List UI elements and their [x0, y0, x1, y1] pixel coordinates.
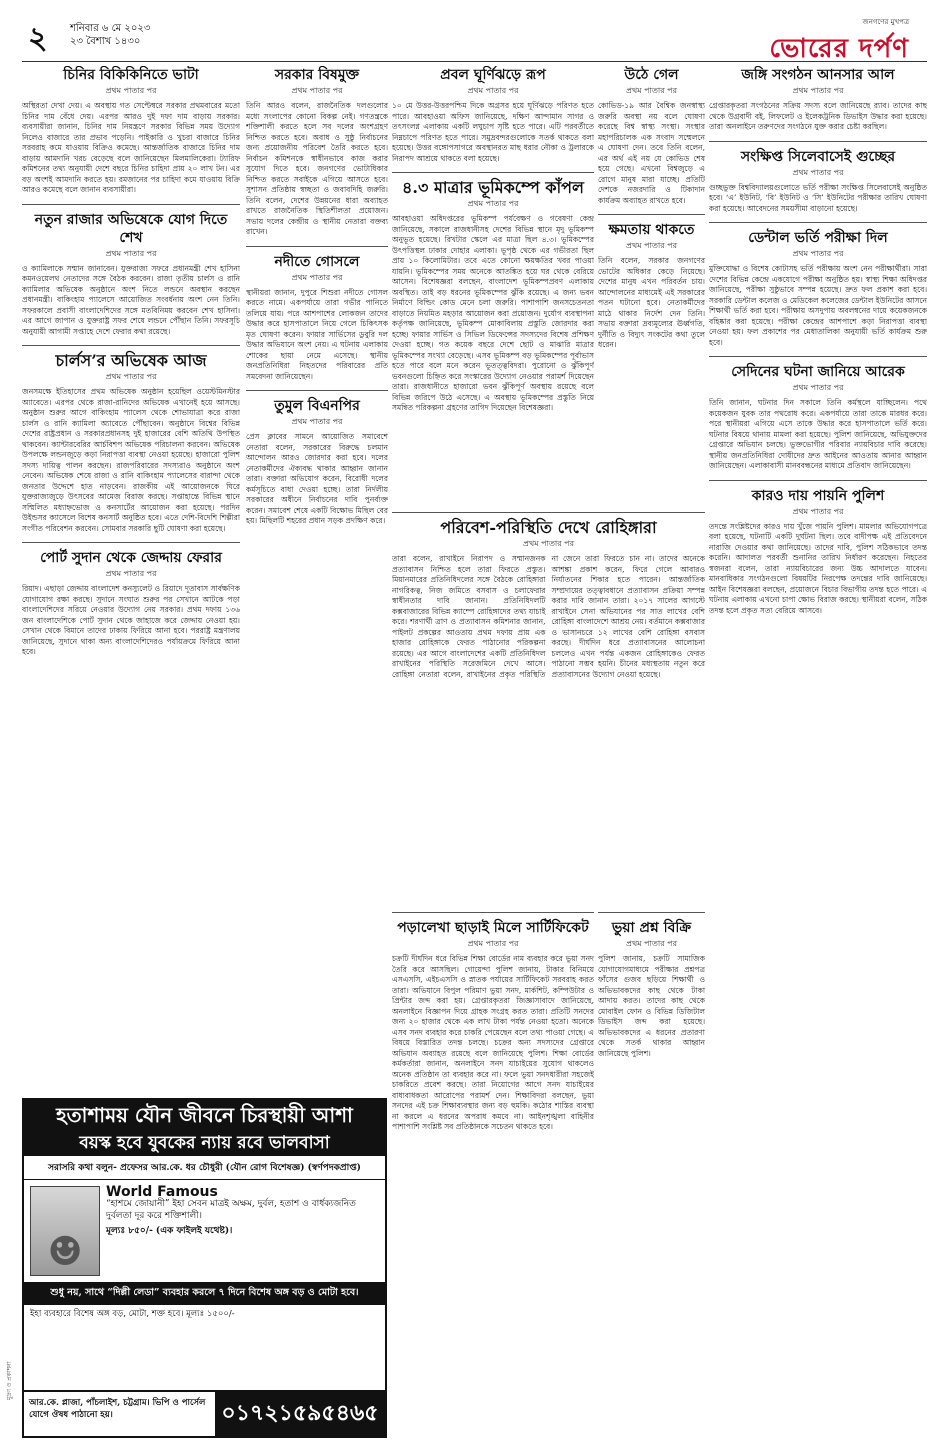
divider: [598, 214, 705, 215]
story-body: চক্রটি দীর্ঘদিন ধরে বিভিন্ন শিক্ষা বোর্ডের নাম ব্যবহার করে ভুয়া সনদ তৈরি করে আসছিল। গোয়েন্দা পুলিশ জানায়, টাকার বিনিময়ে এসএসসি, এইচএসসি ও স্নাতক পর্যায়ের সার্টিফিকেট সরবরাহ করত তারা। অভিযানে বিপুল পরিমাণ ভুয়া সনদ, মার্কশিট, কম্পিউটার ও প্রিন্টার জব্দ করা হয়। গ্রেপ্তারকৃতরা জিজ্ঞাসাবাদে জানিয়েছে, অনলাইনে বিজ্ঞাপন দিয়ে গ্রাহক সংগ্রহ করত তারা। প্রতিটি সনদের জন্য ২০ হাজার থেকে এক লাখ টাকা পর্যন্ত নেওয়া হতো। অনেকে এসব সনদ ব্যবহার করে চাকরি পেয়েছেন বলে তথ্য পাওয়া গেছে। এ বিষয়ে বিস্তারিত তদন্ত চলছে। চক্রের অন্য সদস্যদের গ্রেপ্তারে অভিযান অব্যাহত রয়েছে বলে জানিয়েছে পুলিশ। শিক্ষা বোর্ডের কর্মকর্তারা জানান, অনলাইনে সনদ যাচাইয়ের সুযোগ থাকলেও অনেক প্রতিষ্ঠান তা ব্যবহার করে না। ফলে ভুয়া সনদধারীরা সহজেই চাকরিতে প্রবেশ করছে। তারা নিয়োগের আগে সনদ যাচাইয়ের বাধ্যবাধকতা আরোপের পরামর্শ দেন। শিক্ষাবিদরা বলছেন, ভুয়া সনদের এই চক্র শিক্ষাব্যবস্থার জন্য বড় হুমকি। কঠোর শাস্তির ব্যবস্থা না করলে এ ধরনের অপরাধ কমবে না। আইনশৃঙ্খলা বাহিনীর পাশাপাশি সংশ্লিষ্ট সব প্রতিষ্ঠানকে সচেতন থাকতে হবে।: [392, 954, 594, 1131]
story-body: আবহাওয়া অধিদপ্তরের ভূমিকম্প পর্যবেক্ষণ ও গবেষণা কেন্দ্র জানিয়েছে, সকালে রাজধানীসহ দেশের বিভিন্ন স্থানে মৃদু ভূমিকম্প অনুভূত হয়েছে। রিখটার স্কেলে এর মাত্রা ছিল ৪.৩। ভূমিকম্পের উৎপত্তিস্থল ঢাকার দোহার এলাকা। ভূপৃষ্ঠ থেকে এর গভীরতা ছিল প্রায় ১০ কিলোমিটার। তবে এতে কোনো ক্ষয়ক্ষতির খবর পাওয়া যায়নি। ভূমিকম্পের সময় অনেকে আতঙ্কিত হয়ে ঘর থেকে বেরিয়ে আসেন। বিশেষজ্ঞরা বলছেন, বাংলাদেশ ভূমিকম্পপ্রবণ এলাকায় অবস্থিত। তাই বড় ধরনের ভূমিকম্পের ঝুঁকি রয়েছে। এ জন্য ভবন নির্মাণে বিল্ডিং কোড মেনে চলা জরুরি। পাশাপাশি জনসচেতনতা বাড়াতে নিয়মিত মহড়ার আয়োজন করা প্রয়োজন। দুর্যোগ ব্যবস্থাপনা কর্তৃপক্ষ জানিয়েছে, ভূমিকম্প মোকাবিলায় প্রস্তুতি জোরদার করা হচ্ছে। ফায়ার সার্ভিস ও সিভিল ডিফেন্সের সদস্যদের বিশেষ প্রশিক্ষণ দেওয়া হচ্ছে। গত কয়েক বছরে দেশে ছোট ও মাঝারি মাত্রার ভূমিকম্পের সংখ্যা বেড়েছে। এসব ভূমিকম্প বড় ভূমিকম্পের পূর্বাভাস হতে পারে বলে মনে করেন ভূতত্ত্ববিদরা। পুরোনো ও ঝুঁকিপূর্ণ ভবনগুলো চিহ্নিত করে সংস্কারের উদ্যোগ নেওয়ার পরামর্শ দিয়েছেন তারা। রাজধানীতে হাজারো ভবন ঝুঁকিপূর্ণ অবস্থায় রয়েছে বলে বিভিন্ন জরিপে উঠে এসেছে। এ অবস্থায় ভূমিকম্পের প্রস্তুতি নিয়ে সমন্বিত পরিকল্পনা গ্রহণের তাগিদ দিয়েছেন বিশেষজ্ঞরা।: [392, 214, 594, 412]
headline: ৪.৩ মাত্রার ভূমিকম্পে কাঁপল: [402, 178, 584, 197]
byline: প্রথম পাতার পর: [291, 86, 343, 95]
divider: [22, 345, 240, 346]
headline: ডেন্টাল ভর্তি পরীক্ষা দিল: [748, 230, 888, 246]
story-ghurni: [392, 66, 594, 164]
date-gregorian: শনিবার ৬ মে ২০২৩: [70, 23, 151, 34]
story-sarkar: [246, 66, 388, 238]
divider: [22, 542, 240, 543]
story-body: গুচ্ছভুক্ত বিশ্ববিদ্যালয়গুলোতে ভর্তি পরীক্ষা সংক্ষিপ্ত সিলেবাসেই অনুষ্ঠিত হবে। ‘এ’ ইউনিট, ‘বি’ ইউনিট ও ‘সি’ ইউনিটের পরীক্ষার তারিখ ঘোষণা করা হয়েছে। আবেদনের সময়সীমা বাড়ানো হয়েছে।: [709, 182, 927, 213]
story-bhuya: [598, 912, 705, 1442]
headline: পড়ালেখা ছাড়াই মিলে সার্টিফিকেট: [397, 920, 589, 936]
story-body: পুলিশ জানায়, চক্রটি সামাজিক যোগাযোগমাধ্যমে পরীক্ষার প্রশ্নপত্র ফাঁসের গুজব ছড়িয়ে শিক্ষার্থী ও অভিভাবকদের কাছ থেকে টাকা আদায় করত। তাদের কাছ থেকে মোবাইল ফোন ও বিভিন্ন ডিজিটাল ডিভাইস জব্দ করা হয়েছে। অভিভাবকদের এ ধরনের প্রতারণা থেকে সতর্ক থাকার আহ্বান জানিয়েছে পুলিশ।: [598, 954, 705, 1058]
divider: [392, 172, 594, 173]
headline: উঠে গেল: [624, 67, 679, 83]
headline: প্রবল ঘূর্ণিঝড়ে রূপ: [440, 67, 546, 83]
logo-tagline: জনগণের মুখপত্র: [862, 18, 909, 26]
headline: পরিবেশ-পরিস্থিতি দেখে রোহিঙ্গারা: [440, 518, 657, 537]
ad-product-line: “হাশমে জোয়ানী” ইহা সেবন মাত্রই অক্ষম, দুর্বল, হতাশ ও বার্ধক্যজনিত দুর্বলতা দূর করে শক্তিশালী।: [106, 1199, 356, 1221]
story-syllabus: [709, 148, 927, 215]
divider: [709, 480, 927, 481]
byline: প্রথম পাতার পর: [523, 539, 574, 548]
ad-doctor-line: সরাসরি কথা বলুন- প্রফেসর আর.কে. ধর চৌধুরী (যৌন রোগ বিশেষজ্ঞ) (স্বর্ণপদকপ্রাপ্ত): [24, 1156, 385, 1180]
ad-world-famous: World Famous: [106, 1184, 218, 1200]
ad-body: [24, 1180, 385, 1282]
divider: [246, 390, 388, 391]
byline: প্রথম পাতার পর: [467, 939, 519, 948]
logo-text: ভোরের দর্পণ: [769, 34, 909, 64]
ad-footer: [24, 1390, 385, 1436]
ad-usage: ইহা ব্যবহারে বিশেষ অঙ্গ বড়, মোটা, শক্ত হবে। মূল্যঃ ১৫০০/-: [30, 1309, 235, 1319]
page-number: ২: [28, 21, 48, 56]
headline: চার্লস’র অভিষেক আজ: [55, 351, 207, 370]
story-uthe-gelo: [598, 66, 705, 206]
byline: প্রথম পাতার পর: [792, 167, 844, 177]
headline: নদীতে গোসলে: [274, 253, 360, 270]
headline: চিনির বিকিকিনিতে ভাটা: [63, 67, 199, 83]
column-4: [598, 66, 705, 512]
story-nodite: [246, 253, 388, 383]
headline: কারও দায় পায়নি পুলিশ: [751, 487, 885, 504]
masthead: [22, 12, 927, 62]
divider: [709, 222, 927, 223]
byline: প্রথম পাতার পর: [105, 86, 157, 95]
byline: প্রথম পাতার পর: [105, 569, 157, 578]
headline: তুমুল বিএনপির: [274, 398, 360, 414]
story-dental: [709, 229, 927, 348]
column-5: [709, 66, 927, 1452]
story-body: তদন্তে সংশ্লিষ্টদের কারও দায় খুঁজে পায়নি পুলিশ। মামলার অভিযোগপত্রে বলা হয়েছে, ঘটনাটি একটি দুর্ঘটনা ছিল। তবে বাদীপক্ষ এই প্রতিবেদনে নারাজি দেওয়ার কথা জানিয়েছে। তাদের দাবি, পুলিশ সঠিকভাবে তদন্ত করেনি। আদালত পরবর্তী শুনানির তারিখ নির্ধারণ করেছেন। নিহতের স্বজনরা বলেন, তারা ন্যায়বিচারের জন্য উচ্চ আদালতে যাবেন। মানবাধিকার সংগঠনগুলো বিষয়টির নিরপেক্ষ তদন্তের দাবি জানিয়েছে। আইন বিশেষজ্ঞরা বলছেন, প্রয়োজনে বিচার বিভাগীয় তদন্ত হতে পারে। এ ঘটনায় এলাকায় এখনো চাপা ক্ষোভ বিরাজ করছে। স্থানীয়রা বলেন, সঠিক তদন্ত হলে প্রকৃত সত্য বেরিয়ে আসবে।: [709, 521, 927, 615]
byline: প্রথম পাতার পর: [291, 417, 343, 426]
story-body: ১০ মে উত্তর-উত্তরপশ্চিম দিকে অগ্রসর হয়ে ঘূর্ণিঝড়ে পরিণত হতে পারে। আবহাওয়া অফিস জানিয়েছে, দক্ষিণ আন্দামান সাগর ও তৎসংলগ্ন এলাকায় একটি লঘুচাপ সৃষ্টি হতে পারে। এটি পরবর্তীতে নিম্নচাপে পরিণত হতে পারে। সমুদ্রবন্দরগুলোকে সতর্ক থাকতে বলা হয়েছে। উত্তর বঙ্গোপসাগরে অবস্থানরত মাছ ধরার নৌকা ও ট্রলারকে নিরাপদ আশ্রয়ে থাকতে বলা হয়েছে।: [392, 101, 594, 163]
headline: পোর্ট সুদান থেকে জেদ্দায় ফেরার: [40, 550, 222, 566]
story-chini: [22, 66, 240, 196]
byline: প্রথম পাতার পর: [467, 199, 519, 208]
divider: [392, 512, 705, 513]
divider: [392, 912, 594, 913]
column-3: [392, 66, 594, 506]
story-nobab: [22, 211, 240, 338]
ad-price: মূল্যঃ ৮৫০/- (এক ফাইলই যথেষ্ট)।: [106, 1226, 233, 1236]
story-body: তিনি বলেন, সরকার জনগণের ভোটের অধিকার কেড়ে নিয়েছে। দেশের মানুষ এখন পরিবর্তন চায়। আন্দোলনের মাধ্যমেই এই সরকারের পতন ঘটানো হবে। নেতাকর্মীদের মাঠে থাকার নির্দেশ দেন তিনি। সভায় বক্তারা দ্রব্যমূল্যের ঊর্ধ্বগতি, দুর্নীতি ও বিদ্যুৎ সংকটের কথা তুলে ধরেন।: [598, 256, 705, 349]
byline: প্রথম পাতার পর: [792, 506, 844, 516]
vertical-note: মুদ্রণ ও প্রকাশনা: [6, 1361, 13, 1400]
column-1: [22, 66, 240, 1096]
ad-band: শুধু নয়, সাথে “দিল্লী লেডা” ব্যবহার করলে ৭ দিনে বিশেষ অঙ্গ বড় ও মোটা হবে।: [24, 1282, 385, 1305]
story-khomotay: [598, 221, 705, 351]
story-body: মুক্তিযোদ্ধা ও বিশেষ কোটাসহ ভর্তি পরীক্ষায় অংশ নেন পরীক্ষার্থীরা। সারা দেশের বিভিন্ন কেন্দ্রে একযোগে পরীক্ষা অনুষ্ঠিত হয়। স্বাস্থ্য শিক্ষা অধিদপ্তর জানিয়েছে, পরীক্ষা সুষ্ঠুভাবে সম্পন্ন হয়েছে। দ্রুত ফল প্রকাশ করা হবে। সরকারি ডেন্টাল কলেজ ও মেডিকেল কলেজের ডেন্টাল ইউনিটের আসনে শিক্ষার্থী ভর্তি করা হবে। পরীক্ষায় অসদুপায় অবলম্বনের দায়ে কয়েকজনকে বহিষ্কার করা হয়েছে। পরীক্ষা কেন্দ্রের আশপাশে কড়া নিরাপত্তা ব্যবস্থা নেওয়া হয়। ফল প্রকাশের পর মেধাতালিকা অনুযায়ী ভর্তি কার্যক্রম শুরু হবে।: [709, 264, 927, 347]
story-body: অস্থিরতা দেখা দেয়। এ অবস্থায় গত সেপ্টেম্বরে সরকার প্রথমবারের মতো চিনির দাম বেঁধে দেয়। এরপর আরও দুই দফা দাম বাড়ায় সরকার। ব্যবসায়ীরা জানান, চিনির দাম নিয়ন্ত্রণে সরকার বিভিন্ন সময় উদ্যোগ নিলেও বাজারে তার প্রভাব পড়েনি। পাইকারি ও খুচরা বাজারে চিনির সরবরাহ কমে যাওয়ায় বিক্রিও কমেছে। আন্তর্জাতিক বাজারে চিনির দাম বাড়ায় আমদানি খরচ বেড়েছে বলে জানিয়েছেন মিলমালিকেরা। ট্যারিফ কমিশনের তথ্য অনুযায়ী দেশে বছরে চিনির চাহিদা প্রায় ২০ লাখ টন। এর বড় অংশই আমদানি করতে হয়। রমজানের পর চাহিদা কমে যাওয়ায় বিক্রি আরও কমেছে বলে জানান ব্যবসায়ীরা।: [22, 101, 240, 194]
byline: প্রথম পাতার পর: [105, 248, 157, 258]
story-body: ও ক্যামিলাকে সম্মান জানাবেন। যুক্তরাজ্য সফরে প্রধানমন্ত্রী শেখ হাসিনা কমনওয়েলথ নেতাদের সঙ্গে বৈঠক করবেন। রাজা তৃতীয় চার্লস ও রানি ক্যামিলার অভিষেক অনুষ্ঠানে অংশ নিতে লন্ডনে অবস্থান করছেন প্রধানমন্ত্রী। বাকিংহাম প্যালেসে আয়োজিত সংবর্ধনায় অংশ নেন তিনি। সফরকালে প্রবাসী বাংলাদেশিদের সঙ্গে মতবিনিময় করবেন শেখ হাসিনা। এর আগে জাপান ও যুক্তরাষ্ট্র সফর শেষে লন্ডনে পৌঁছান তিনি। সফরসূচি অনুযায়ী আগামী সপ্তাহে দেশে ফেরার কথা রয়েছে।: [22, 263, 240, 336]
byline: প্রথম পাতার পর: [792, 383, 844, 392]
byline: প্রথম পাতার পর: [792, 86, 844, 95]
byline: প্রথম পাতার পর: [626, 86, 677, 95]
advertisement: [22, 1098, 387, 1438]
story-body: তিনি আরও বলেন, রাজনৈতিক দলগুলোর মধ্যে সংলাপের কোনো বিকল্প নেই। গণতন্ত্রকে শক্তিশালী করতে হলে সব দলের অংশগ্রহণ নিশ্চিত করতে হবে। অবাধ ও সুষ্ঠু নির্বাচনের জন্য প্রয়োজনীয় পরিবেশ তৈরি করতে হবে। নির্বাচন কমিশনকে স্বাধীনভাবে কাজ করার সুযোগ দিতে হবে। জনগণের ভোটাধিকার নিশ্চিত করতে সবাইকে এগিয়ে আসতে হবে। সুশাসন প্রতিষ্ঠায় স্বচ্ছতা ও জবাবদিহি জরুরি। তিনি বলেন, দেশের উন্নয়নের ধারা অব্যাহত রাখতে রাজনৈতিক স্থিতিশীলতা প্রয়োজন। সভায় দলের কেন্দ্রীয় ও স্থানীয় নেতারা বক্তব্য রাখেন।: [246, 101, 388, 236]
story-bhumikompo: [392, 179, 594, 414]
headline: সেদিনের ঘটনা জানিয়ে আরেক: [731, 364, 905, 380]
story-body: জনসমক্ষে ইতিহাসের প্রথম অভিষেক অনুষ্ঠান হয়েছিল ওয়েস্টমিনস্টার অ্যাবেতে। এরপর থেকে রাজা-রানিদের অভিষেক এখানেই হয়ে আসছে। অনুষ্ঠান শুরুর আগে বাকিংহাম প্যালেস থেকে শোভাযাত্রা করে রাজা চার্লস ও রানি ক্যামিলা অ্যাবেতে পৌঁছাবেন। অনুষ্ঠানে বিশ্বের বিভিন্ন দেশের রাষ্ট্রপ্রধান ও সরকারপ্রধানসহ দুই হাজারের বেশি অতিথি উপস্থিত থাকবেন। ক্যান্টারবেরির আর্চবিশপ অভিষেক পরিচালনা করবেন। অভিষেক উপলক্ষে লন্ডনজুড়ে কড়া নিরাপত্তা ব্যবস্থা নেওয়া হয়েছে। হাজারো পুলিশ সদস্য দায়িত্ব পালন করছেন। রাজপরিবারের সদস্যরাও অনুষ্ঠানে অংশ নেবেন। অভিষেক শেষে রাজা ও রানি বাকিংহাম প্যালেসের বারান্দা থেকে জনতার উদ্দেশে হাত নাড়বেন। রাজকীয় এই আয়োজনকে ঘিরে যুক্তরাজ্যজুড়ে উৎসবের আমেজ বিরাজ করছে। সপ্তাহান্তে বিভিন্ন স্থানে সম্মিলিত মধ্যাহ্নভোজ ও কনসার্টের আয়োজন করা হয়েছে। পরদিন উইন্ডসর ক্যাসেলে বিশেষ কনসার্ট অনুষ্ঠিত হবে। এতে দেশি-বিদেশি শিল্পীরা সংগীত পরিবেশন করবেন। সোমবার সরকারি ছুটি ঘোষণা করা হয়েছে।: [22, 387, 240, 533]
story-ansar: [709, 66, 927, 133]
story-karo-day: [709, 487, 927, 617]
ad-phone: ০১৭২১৫৯৫৪৬৫: [215, 1392, 385, 1436]
story-body: রিয়াদ। এছাড়া জেদ্দায় বাংলাদেশ কনস্যুলেট ও রিয়াদে দূতাবাস সার্বক্ষণিক যোগাযোগ রক্ষা করছে। সুদানে সংঘাত শুরুর পর সেখানে আটকে পড়া বাংলাদেশিদের সরিয়ে নেওয়ার উদ্যোগ নেয় সরকার। প্রথম দফায় ১৩৬ জন বাংলাদেশিকে পোর্ট সুদান থেকে জাহাজে করে জেদ্দায় নেওয়া হয়। সেখান থেকে বিমানে তাদের ঢাকায় ফিরিয়ে আনা হবে। পররাষ্ট্র মন্ত্রণালয় জানিয়েছে, সুদানে থাকা অন্য বাংলাদেশিদেরও পর্যায়ক্রমে ফিরিয়ে আনা হবে।: [22, 584, 240, 656]
headline: ক্ষমতায় থাকতে: [608, 222, 695, 238]
divider: [22, 204, 240, 205]
story-body: তারা বলেন, রাখাইনে নিরাপদ ও সম্মানজনক প্রত্যাবাসন নিশ্চিত হলে তারা ফিরতে প্রস্তুত। মিয়ানমারের প্রতিনিধিদলের সঙ্গে বৈঠকে রোহিঙ্গারা নাগরিকত্ব, নিজ জমিতে বসবাস ও চলাফেরার স্বাধীনতার দাবি জানান। প্রতিনিধিদলটি কক্সবাজারের বিভিন্ন ক্যাম্পে রোহিঙ্গাদের তথ্য যাচাই করে। শরণার্থী ত্রাণ ও প্রত্যাবাসন কমিশনার জানান, পাইলট প্রকল্পের আওতায় প্রথম দফায় প্রায় এক হাজার রোহিঙ্গাকে ফেরত পাঠানোর পরিকল্পনা রয়েছে। এর আগে বাংলাদেশের একটি প্রতিনিধিদল রাখাইনের পরিস্থিতি সরেজমিনে দেখে আসে। রোহিঙ্গা নেতারা বলেন, রাখাইনের প্রকৃত পরিস্থিতি না জেনে তারা ফিরতে চান না। তাদের অনেকে আশঙ্কা প্রকাশ করেন, ফিরে গেলে আবারও নির্যাতনের শিকার হতে পারেন। আন্তর্জাতিক সম্প্রদায়ের তত্ত্বাবধানে প্রত্যাবাসন প্রক্রিয়া সম্পন্ন করার দাবি জানান তারা। ২০১৭ সালের আগস্টে রাখাইনে সেনা অভিযানের পর সাত লাখের বেশি রোহিঙ্গা বাংলাদেশে আশ্রয় নেয়। বর্তমানে কক্সবাজার ও ভাসানচরে ১২ লাখের বেশি রোহিঙ্গা বসবাস করছে। দীর্ঘদিন ধরে প্রত্যাবাসনের আলোচনা চললেও এখন পর্যন্ত একজন রোহিঙ্গাকেও ফেরত পাঠানো সম্ভব হয়নি। চীনের মধ্যস্থতায় নতুন করে প্রত্যাবাসনের উদ্যোগ নেওয়া হয়েছে।: [392, 554, 705, 679]
byline: প্রথম পাতার পর: [467, 86, 519, 95]
headline: জঙ্গি সংগঠন আনসার আল: [741, 67, 895, 83]
divider: [709, 356, 927, 357]
ad-subheadline: বয়স্ক হবে যুবকের ন্যায় রবে ভালবাসা: [24, 1130, 385, 1156]
headline: সংক্ষিপ্ত সিলেবাসেই গুচ্ছের: [740, 148, 896, 165]
doctor-photo: [30, 1186, 100, 1276]
ad-headline: হতাশাময় যৌন জীবনে চিরস্থায়ী আশা: [24, 1100, 385, 1130]
story-charles: [22, 352, 240, 534]
story-body: তিনি জানান, ঘটনার দিন সকালে তিনি কর্মস্থলে যাচ্ছিলেন। পথে কয়েকজন যুবক তার পথরোধ করে। একপর্যায়ে তারা তাকে মারধর করে। পরে স্থানীয়রা এগিয়ে এসে তাকে উদ্ধার করে হাসপাতালে ভর্তি করে। ঘটনার বিষয়ে থানায় মামলা করা হয়েছে। পুলিশ জানিয়েছে, অভিযুক্তদের গ্রেপ্তারে অভিযান চলছে। ভুক্তভোগীর পরিবার ন্যায়বিচার দাবি করেছে। স্থানীয় জনপ্রতিনিধিরা দোষীদের দ্রুত আইনের আওতায় আনার আহ্বান জানিয়েছেন। এলাকাবাসী মানববন্ধনের মাধ্যমে প্রতিবাদ জানিয়েছেন।: [709, 398, 927, 470]
story-port-sudan: [22, 549, 240, 658]
ad-address: আর.কে. প্লাজা, পাঁচলাইশ, চট্টগ্রাম। ভিপি ও পার্সেল যোগে ঔষধ পাঠানো হয়।: [29, 1398, 206, 1420]
story-sediner: [709, 363, 927, 472]
byline: প্রথম পাতার পর: [792, 249, 844, 258]
newspaper-logo: [769, 16, 909, 72]
byline: প্রথম পাতার পর: [291, 272, 343, 282]
story-tumul: [246, 397, 388, 527]
headline: নতুন রাজার অভিষেকে যোগ দিতে শেখ: [34, 211, 228, 246]
divider: [246, 246, 388, 247]
story-certificate: [392, 912, 594, 1452]
date-block: [70, 22, 150, 48]
byline: প্রথম পাতার পর: [626, 241, 677, 250]
byline: প্রথম পাতার পর: [105, 372, 157, 381]
divider: [598, 912, 705, 913]
date-bangla: ২৩ বৈশাখ ১৪৩০: [70, 36, 141, 47]
story-body: প্রেস ক্লাবের সামনে আয়োজিত সমাবেশে নেতারা বলেন, সরকারের বিরুদ্ধে চলমান আন্দোলন আরও জোরদার করা হবে। দলের নেতাকর্মীদের ঐক্যবদ্ধ থাকার আহ্বান জানান তারা। বক্তারা অভিযোগ করেন, বিরোধী দলের কর্মসূচিতে বাধা দেওয়া হচ্ছে। তারা নির্দলীয় সরকারের অধীনে নির্বাচনের দাবি পুনর্ব্যক্ত করেন। সমাবেশ শেষে একটি বিক্ষোভ মিছিল বের হয়। মিছিলটি শহরের প্রধান সড়ক প্রদক্ষিণ করে।: [246, 432, 388, 525]
person-icon: ☻: [47, 1229, 83, 1275]
headline: সরকার বিষমুক্ত: [274, 67, 360, 83]
story-body: কোভিড-১৯ আর বৈশ্বিক জনস্বাস্থ্য জরুরি অবস্থা নয় বলে ঘোষণা করেছে বিশ্ব স্বাস্থ্য সংস্থা। সংস্থার মহাপরিচালক এক সংবাদ সম্মেলনে এ ঘোষণা দেন। তবে তিনি বলেন, এর অর্থ এই নয় যে কোভিড শেষ হয়ে গেছে। এখনো বিশ্বজুড়ে এ রোগে মানুষ মারা যাচ্ছে। প্রতিটি দেশকে নজরদারি ও টিকাদান কার্যক্রম অব্যাহত রাখতে হবে।: [598, 101, 705, 205]
story-body: স্থানীয়রা জানান, দুপুরে শিশুরা নদীতে গোসল করতে নামে। একপর্যায়ে তারা গভীর পানিতে তলিয়ে যায়। পরে আশপাশের লোকজন তাদের উদ্ধার করে হাসপাতালে নিয়ে গেলে চিকিৎসক মৃত ঘোষণা করেন। ফায়ার সার্ভিসের ডুবুরি দল উদ্ধার অভিযানে অংশ নেয়। এ ঘটনায় এলাকায় শোকের ছায়া নেমে এসেছে। স্থানীয় জনপ্রতিনিধিরা নিহতদের পরিবারের প্রতি সমবেদনা জানিয়েছেন।: [246, 287, 388, 381]
story-rohingya: [392, 512, 705, 912]
ad-text: [106, 1186, 379, 1276]
byline: প্রথম পাতার পর: [626, 939, 677, 948]
headline: ভুয়া প্রশ্ন বিক্রি: [611, 920, 692, 936]
story-body: গ্রেপ্তারকৃতরা সংগঠনের সক্রিয় সদস্য বলে জানিয়েছে র‍্যাব। তাদের কাছ থেকে উগ্রবাদী বই, লিফলেট ও ইলেকট্রনিক ডিভাইস উদ্ধার করা হয়েছে। তারা অনলাইনে তরুণদের সংগঠনে যুক্ত করার চেষ্টা করছিল।: [709, 101, 927, 131]
divider: [709, 141, 927, 142]
